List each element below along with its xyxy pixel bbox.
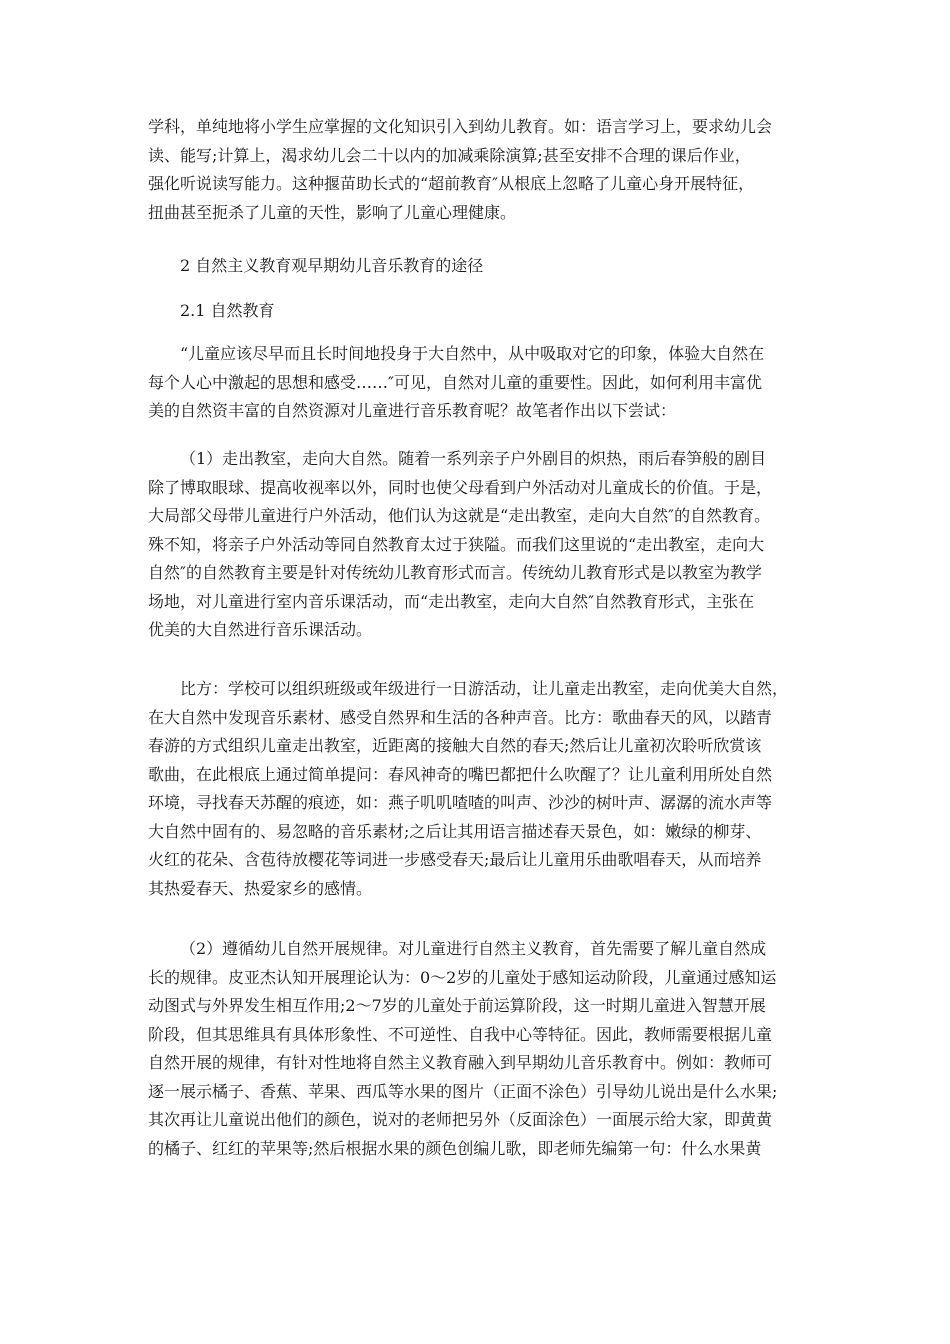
text-line: 场地，对儿童进行室内音乐课活动，而“走出教室，走向大自然″自然教育形式，主张在 [148, 591, 755, 611]
section-heading-2 [148, 252, 808, 280]
text-line: 大局部父母带儿童进行户外活动，他们认为这就是“走出教室，走向大自然″的自然教育。 [148, 506, 771, 525]
text-line: “儿童应该尽早而且长时间地投身于大自然中，从中吸取对它的印象，体验大自然在 [180, 344, 765, 363]
text-line: 其次再让儿童说出他们的颜色，说对的老师把另外（反面涂色）一面展示给大家，即黄黄 [148, 1110, 773, 1129]
text-line: 动图式与外界发生相互作用;2～7岁的儿童处于前运算阶段，这一时期儿童进入智慧开展 [148, 996, 766, 1015]
text-line: 的橘子、红红的苹果等;然后根据水果的颜色创编儿歌，即老师先编第一句：什么水果黄 [148, 1138, 762, 1158]
text-line: 在大自然中发现音乐素材、感受自然界和生活的各种声音。比方：歌曲春天的风，以踏青 [148, 707, 773, 727]
paragraph-item-1 [148, 445, 808, 645]
text-line: 殊不知，将亲子户外活动等同自然教育太过于狭隘。而我们这里说的“走出教室，走向大 [148, 534, 765, 554]
text-line: 优美的大自然进行音乐课活动。 [148, 620, 373, 639]
text-line: 比方：学校可以组织班级或年级进行一日游活动，让儿童走出教室，走向优美大自然， [180, 679, 789, 698]
paragraph-example-1 [148, 675, 808, 903]
text-line: 大自然中固有的、易忽略的音乐素材;之后让其用语言描述春天景色，如：嫩绿的柳芽、 [148, 821, 762, 841]
section-title: 2 自然主义教育观早期幼儿音乐教育的途径 [180, 256, 484, 275]
paragraph [148, 675, 808, 903]
paragraph-item-2 [148, 935, 808, 1163]
paragraph [148, 935, 808, 1163]
text-line: 学科，单纯地将小学生应掌握的文化知识引入到幼儿教育。如：语言学习上，要求幼儿会 [148, 117, 773, 136]
paragraph-quote [148, 340, 808, 426]
subsection-title: 2.1 自然教育 [180, 301, 275, 320]
text-line: 强化听说读写能力。这种揠苗助长式的“超前教育″从根底上忽略了儿童心身开展特征， [148, 174, 755, 193]
paragraph-intro-continuation [148, 113, 808, 227]
section-heading-2-1 [148, 297, 808, 325]
paragraph [148, 445, 808, 645]
text-line: 自然开展的规律，有针对性地将自然主义教育融入到早期幼儿音乐教育中。例如：教师可 [148, 1053, 773, 1072]
text-line: 长的规律。皮亚杰认知开展理论认为：0～2岁的儿童处于感知运动阶段，儿童通过感知运 [148, 967, 777, 987]
text-line: 阶段，但其思维具有具体形象性、不可逆性、自我中心等特征。因此，教师需要根据儿童 [148, 1024, 773, 1044]
text-line: （1）走出教室，走向大自然。随着一系列亲子户外剧目的炽热，雨后春笋般的剧目 [180, 449, 767, 468]
text-line: 除了博取眼球、提高收视率以外，同时也使父母看到户外活动对儿童成长的价值。于是， [148, 477, 773, 497]
text-line: 读、能写;计算上，渴求幼儿会二十以内的加减乘除演算;甚至安排不合理的课后作业， [148, 145, 751, 165]
paragraph [148, 113, 808, 227]
text-line: （2）遵循幼儿自然开展规律。对儿童进行自然主义教育，首先需要了解儿童自然成 [180, 939, 767, 958]
text-line: 火红的花朵、含苞待放樱花等词进一步感受春天;最后让儿童用乐曲歌唱春天，从而培养 [148, 850, 762, 869]
text-line: 逐一展示橘子、香蕉、苹果、西瓜等水果的图片（正面不涂色）引导幼儿说出是什么水果; [148, 1081, 778, 1101]
text-line: 自然″的自然教育主要是针对传统幼儿教育形式而言。传统幼儿教育形式是以教室为教学 [148, 563, 762, 582]
text-line: 其热爱春天、热爱家乡的感情。 [148, 878, 373, 898]
text-line: 美的自然资丰富的自然资源对儿童进行音乐教育呢？故笔者作出以下尝试： [148, 401, 677, 420]
text-line: 歌曲，在此根底上通过简单提问：春风神奇的嘴巴都把什么吹醒了？让儿童利用所处自然 [148, 764, 773, 784]
text-line: 环境，寻找春天苏醒的痕迹，如：燕子叽叽喳喳的叫声、沙沙的树叶声、潺潺的流水声等 [148, 793, 773, 812]
text-line: 扭曲甚至扼杀了儿童的天性，影响了儿童心理健康。 [148, 202, 517, 222]
text-line: 每个人心中激起的思想和感受……″可见，自然对儿童的重要性。因此，如何利用丰富优 [148, 372, 762, 392]
paragraph [148, 340, 808, 426]
text-line: 春游的方式组织儿童走出教室，近距离的接触大自然的春天;然后让儿童初次聆听欣赏该 [148, 736, 762, 755]
